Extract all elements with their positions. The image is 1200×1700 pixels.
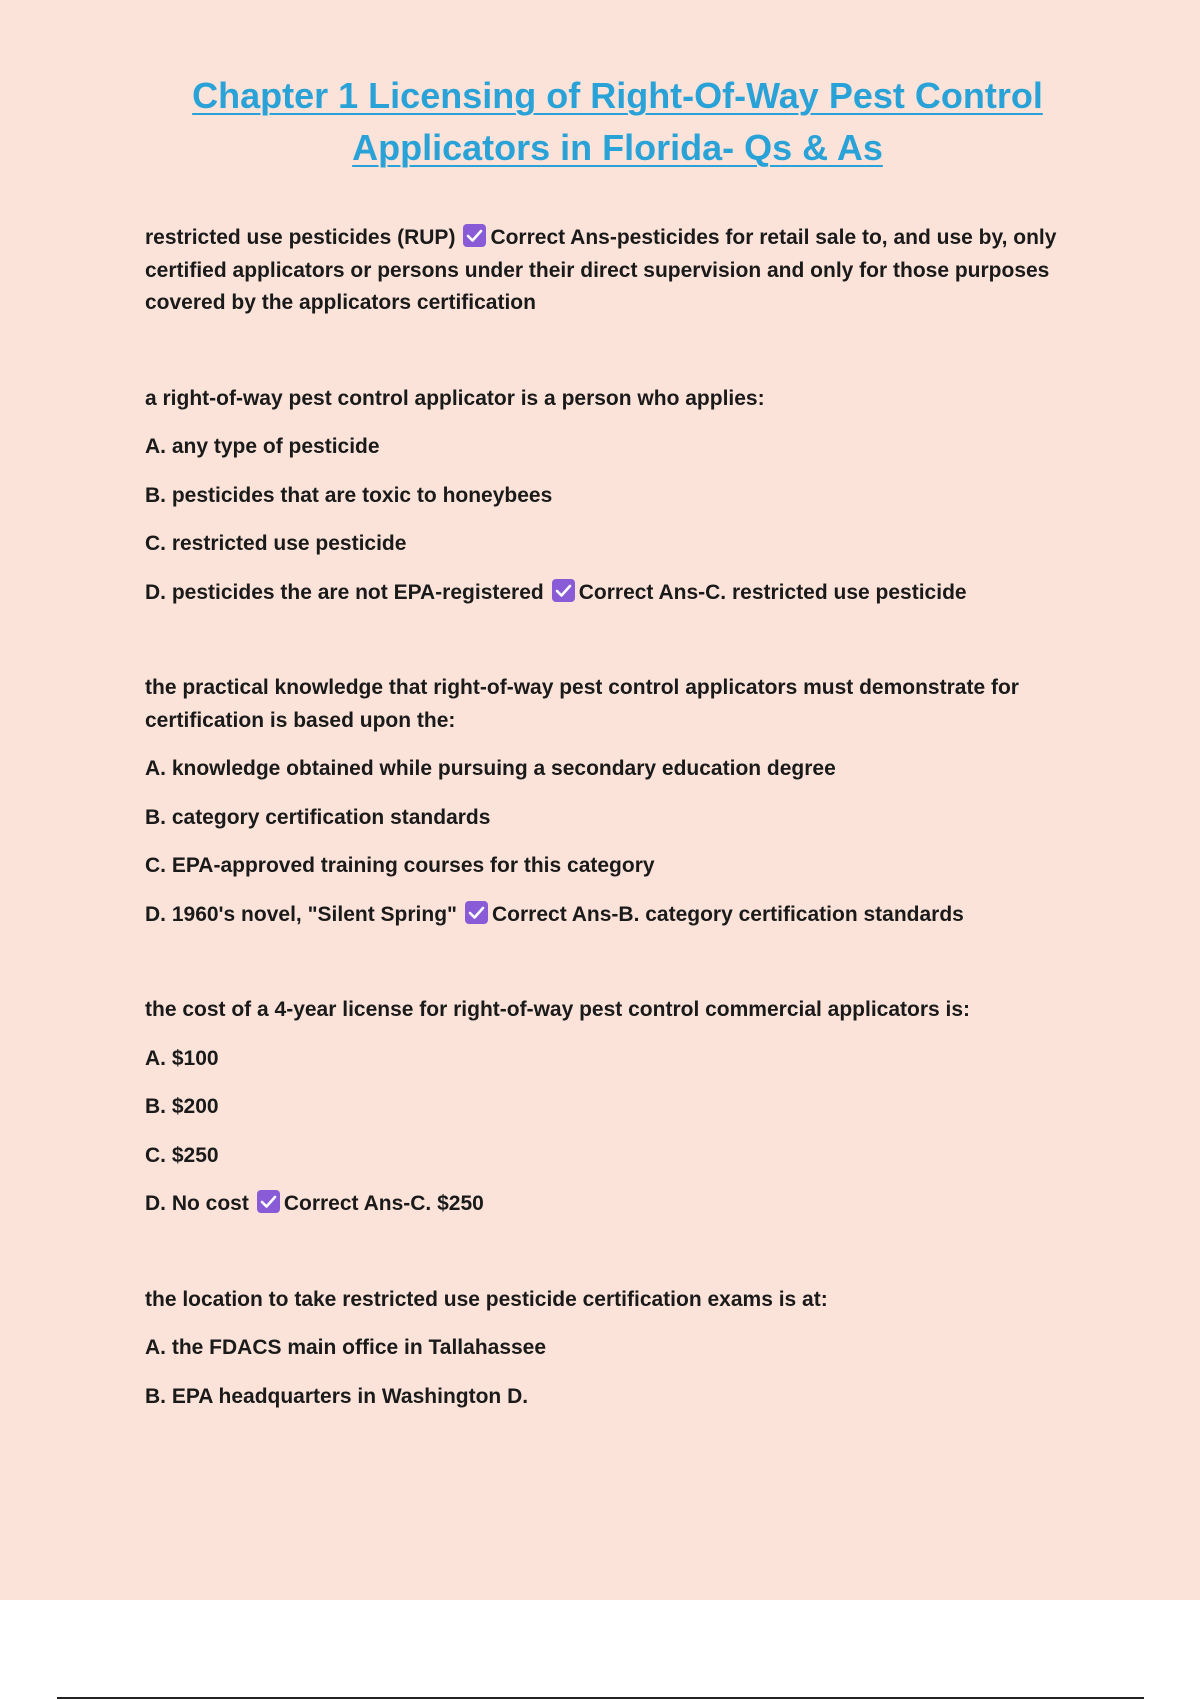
question-with-answer: [145, 222, 1065, 320]
option-d: D. 1960's novel, "Silent Spring": [145, 902, 457, 926]
checkbox-checked-icon: [465, 901, 488, 924]
question-text: the practical knowledge that right-of-way pest control applicators must demonstrate for certification is based upon the:: [145, 676, 1019, 732]
option-b: B. $200: [145, 1095, 219, 1118]
answer-text: Correct Ans-C. $250: [283, 1192, 484, 1215]
checkbox-checked-icon: [463, 224, 486, 247]
question-text: the location to take restricted use pesticide certification exams is at:: [145, 1287, 828, 1311]
option-d: D. No cost: [145, 1192, 249, 1215]
qa-item: [145, 1284, 1065, 1414]
qa-item: [145, 222, 1065, 320]
option-b: B. category certification standards: [145, 805, 491, 829]
page-title[interactable]: Chapter 1 Licensing of Right-Of-Way Pest Control Applicators in Florida- Qs & As: [192, 75, 1043, 168]
qa-content: [145, 222, 1065, 1476]
option-b: B. EPA headquarters in Washington D.: [145, 1384, 529, 1408]
option-a: A. $100: [145, 1046, 219, 1070]
option-c: C. EPA-approved training courses for this category: [145, 854, 655, 877]
answer-text: Correct Ans-pesticides for retail sale to, and use by, only certified applicators or persons under their direct supervision and only for those purposes covered by the applicators certification: [145, 226, 1057, 314]
qa-item: [145, 672, 1065, 931]
option-a: A. any type of pesticide: [145, 435, 380, 458]
option-a: A. knowledge obtained while pursuing a secondary education degree: [145, 757, 836, 780]
option-b: B. pesticides that are toxic to honeybees: [145, 483, 553, 507]
answer-text: Correct Ans-C. restricted use pesticide: [578, 580, 967, 604]
answer-text: Correct Ans-B. category certification standards: [492, 902, 964, 926]
option-d-with-answer: [145, 899, 1065, 932]
option-d: D. pesticides the are not EPA-registered: [145, 580, 544, 604]
qa-item: [145, 383, 1065, 610]
question-text: a right-of-way pest control applicator is a person who applies:: [145, 386, 765, 410]
qa-item: [145, 994, 1065, 1221]
question-text: restricted use pesticides (RUP): [145, 226, 456, 249]
option-d-with-answer: [145, 577, 1065, 610]
option-c: C. $250: [145, 1143, 219, 1167]
option-a: A. the FDACS main office in Tallahassee: [145, 1336, 547, 1359]
question-text: the cost of a 4-year license for right-of-way pest control commercial applicators is:: [145, 998, 971, 1021]
checkbox-checked-icon: [552, 579, 575, 602]
option-c: C. restricted use pesticide: [145, 532, 407, 555]
option-d-with-answer: [145, 1188, 1065, 1221]
checkbox-checked-icon: [257, 1190, 280, 1213]
footer-divider: [57, 1697, 1144, 1699]
